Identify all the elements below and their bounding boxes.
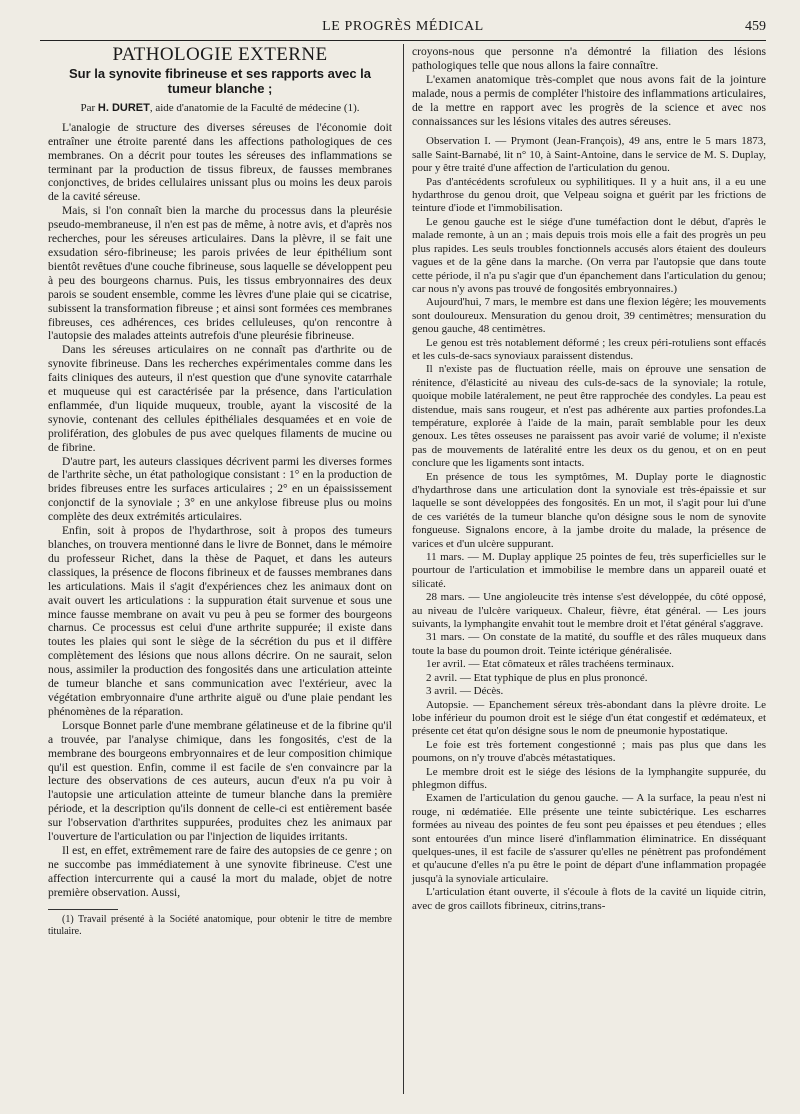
paragraph: Lorsque Bonnet parle d'une membrane gélatineuse et de la fibrine qu'il a trouvée, par l'analyse chimique, dans les fongosités, c'est de la membrane des bourgeons embryonnaires et de leur composition chimique qu'il est question. Enfin, comme il est facile de s'en convaincre par la lecture des observations de ces auteurs, aucun d'eux n'a pu voir à l'autopsie une articulation atteinte de tumeur blanche dans la première période, et la description qu'ils donnent de celle-ci est entièrement basée sur l'observation d'arthrites suppurées, produites chez les animaux par l'ouverture de l'articulation ou par l'injection de liquides irritants. (48, 719, 392, 844)
byline-prefix: Par (80, 101, 98, 114)
paragraph: L'analogie de structure des diverses séreuses de l'économie doit entraîner une étroite parenté dans les affections pathologiques de ces membranes. On a décrit pour toutes les séreuses des inflammations se terminant par la production de tissus fibreux, de fausses membranes conjonctives, de brides cellulaires unissant plus ou moins les deux parois de la cavité séreuse. (48, 121, 392, 204)
section-heading: PATHOLOGIE EXTERNE (112, 44, 328, 65)
observation-paragraph: Autopsie. — Epanchement séreux très-abondant dans la plèvre droite. Le lobe inférieur du poumon droit est le siége d'un état congestif et œdémateux, et présente cet état qu'on désigne sous le nom de pneumonie hypostatique. (412, 698, 766, 738)
paragraph: Mais, si l'on connaît bien la marche du processus dans la pleurésie pseudo-membraneuse, il n'en est pas de même, à notre avis, et d'après nos recherches, pour les séreuses articulaires. Dans la plèvre, il se fait une exsudation séro-fibrineuse; les parois privées de leur épithélium sont bientôt revêtues d'une couche fibrineuse, sous laquelle se développent peu à peu des bourgeons charnus. Puis, les tissus embryonnaires des deux parois se soudent ensemble, comme les lèvres d'une plaie qui se cicatrise, subissent la transformation fibreuse ; et ainsi sont formées ces membranes fibreuses, ces adhérences, ces brides celluleuses, qu'on rencontre à l'autopsie des malades atteints autrefois d'une pleurésie fibrineuse. (48, 205, 392, 343)
observation-paragraph: Le genou gauche est le siége d'une tuméfaction dont le début, d'après le malade remonte, à un an ; mais depuis trois mois elle a fait des progrès un peu plus rapides. Les seuls troubles fonctionnels accusés alors étaient des douleurs vagues et de la gêne dans la marche. (On verra par l'autopsie que dans toute cette période, il n'a pu s'agir que d'un épanchement dans l'articulation du genou; car nous n'y avons pas trouvé de fongosités embryonnaires.) (412, 215, 766, 295)
observation-paragraph: En présence de tous les symptômes, M. Duplay porte le diagnostic d'hydarthrose dans une articulation dont la synoviale est très-épaissie et sur laquelle se sont développées des fongosités. En un mot, il s'agit pour lui d'une de ces variétés de la tumeur blanche qu'on désigne sous le nom de synovite fongueuse. Signalons encore, à la jambe droite du malade, la présence de varices et d'un ulcère suppurant. (412, 470, 766, 550)
observation-paragraph: 31 mars. — On constate de la matité, du souffle et des râles muqueux dans toute la base du poumon droit. Teinte ictérique généralisée. (412, 631, 766, 657)
page-number: 459 (745, 19, 766, 34)
running-header (40, 18, 766, 41)
observation-paragraph: 28 mars. — Une angioleucite très intense s'est développée, du côté opposé, au niveau de l'ulcère variqueux. Chaleur, fièvre, état général. — Les jours suivants, la lymphangite envahit tout le membre droit et l'état général s'aggrave. (412, 591, 766, 631)
left-column (48, 46, 392, 938)
paragraph: Il est, en effet, extrêmement rare de faire des autopsies de ce genre ; on ne succombe pas immédiatement à une synovite fibrineuse. C'est une affection intercurrente qui a causé la mort du malade, objet de notre première observation. Aussi, (48, 844, 392, 899)
column-divider (403, 44, 404, 1094)
paragraph: D'autre part, les auteurs classiques décrivent parmi les diverses formes de l'arthrite sèche, un état pathologique consistant : 1° en la production de brides fibreuses entre les surfaces articulaires ; 2° en un épaississement conjonctif de la synoviale ; 3° en une ankylose fibreuse plus ou moins complète des deux extrémités articulaires. (48, 455, 392, 524)
observation-paragraph: Pas d'antécédents scrofuleux ou syphilitiques. Il y a huit ans, il a eu une hydarthrose du genou droit, que Velpeau soigna et guérit par les frictions de teinture d'iode et l'immobilisation. (412, 175, 766, 215)
author-name: H. DURET (97, 101, 150, 114)
observation-paragraph: 3 avril. — Décès. (426, 685, 504, 698)
observation-paragraph: 1er avril. — Etat cômateux et râles trachéens terminaux. (426, 658, 675, 671)
footnote: (1) Travail présenté à la Société anatomique, pour obtenir le titre de membre titulaire. (48, 913, 392, 937)
observation-paragraph: Examen de l'articulation du genou gauche. — A la surface, la peau n'est ni rouge, ni œdématiée. Elle présente une teinte subictérique. Les escharres formées au niveau des pointes de feu sont peu épaisses et peu étendues ; elles sont entourées d'un mince liseré d'inflammation éliminatrice. En disséquant quelques-unes, il est facile de s'assurer qu'elles ne pénètrent pas profondément et qu'aucune d'elles n'a pu être le point de départ d'une inflammation propagée jusqu'à la synoviale articulaire. (412, 792, 766, 885)
article-title: Sur la synovite fibrineuse et ses rapports avec la tumeur blanche ; (68, 65, 371, 96)
observation-paragraph: 2 avril. — Etat typhique de plus en plus prononcé. (426, 671, 648, 684)
journal-title: LE PROGRÈS MÉDICAL (322, 19, 484, 34)
observation-paragraph: Il n'existe pas de fluctuation réelle, mais on éprouve une sensation de rénitence, d'élasticité au niveau des culs-de-sacs de la synoviale; la rotule, quoique mobile latéralement, ne peut être rapprochée des condyles. La peau est distendue, mais sans rougeur, et n'est pas adhérente aux parties profondes.La température, explorée à l'aide de la main, paraît semblable pour les deux genoux. Les têtes osseuses ne paraissent pas avoir varié de volume; il n'existe pas de mouvements de latéralité entre les deux os du genou, et on en peut conclure que les ligaments sont intacts. (412, 363, 766, 470)
footnote-rule (48, 909, 118, 910)
observation-paragraph: Le membre droit est le siége des lésions de la lymphangite suppurée, du phlegmon diffus. (412, 765, 766, 791)
paragraph: croyons-nous que personne n'a démontré la filiation des lésions pathologiques telle que nous allons la faire connaître. (412, 46, 766, 72)
author-affiliation: , aide d'anatomie de la Faculté de médecine (1). (149, 101, 360, 114)
paragraph: L'examen anatomique très-complet que nous avons fait de la jointure malade, nous a permis de compléter l'histoire des inflammations articulaires, de la mettre en rapport avec les progrès de la science et avec nos connaissances sur les lésions vitales des autres séreuses. (412, 73, 766, 128)
paragraph: Dans les séreuses articulaires on ne connaît pas d'arthrite ou de synovite fibrineuse. Dans les recherches expérimentales comme dans les faits cliniques des auteurs, il n'est question que d'une synovite catarrhale et muqueuse qui est caractérisée par la présence, dans l'articulation enflammée, d'un liquide muqueux, trouble, ayant la viscosité de la synovie, contenant des cellules épithéliales desquamées et en voie de prolifération, des globules de pus avec quelques filaments de mucine ou de fibrine. (48, 344, 392, 454)
observation-block (412, 135, 766, 913)
observation-paragraph: 11 mars. — M. Duplay applique 25 pointes de feu, très superficielles sur le pourtour de l'articulation et immobilise le membre dans un appareil ouaté et silicaté. (412, 551, 766, 590)
observation-paragraph: Observation I. — Prymont (Jean-François), 49 ans, entre le 5 mars 1873, salle Saint-Barnabé, lit n° 10, à Saint-Antoine, dans le service de M. S. Duplay, pour y être traité d'une affection de l'articulation du genou. (412, 135, 766, 175)
right-column (412, 46, 766, 913)
byline (48, 102, 392, 116)
paragraph: Enfin, soit à propos de l'hydarthrose, soit à propos des tumeurs blanches, on trouvera mentionné dans le livre de Bonnet, dans le mémoire du professeur Richet, dans la thèse de Paquet, et dans les auteurs classiques, la présence de flocons fibrineux et de fausses membranes dans les articulations. Mais il s'agit d'expériences chez les animaux dont on avait ouvert les articulations : la suppuration était survenue et sous une mince fausse membrane on avait vu peu à peu se former des bourgeons charnus. Ce processus est celui d'une arthrite suppurée; il existe dans toutes les plaies qui sont le siège de la sécrétion du pus et il diffère complètement des lésions que nous allons décrire. On ne saurait, selon nous, assimiler la production des fongosités dans une articulation atteinte de tumeur blanche et sans communication avec l'extérieur, avec la végétation embryonnaire d'une arthrite aiguë ou d'une plaie pendant les phénomènes de la réparation. (48, 525, 392, 718)
observation-paragraph: Le genou est très notablement déformé ; les creux péri-rotuliens sont effacés et les culs-de-sacs synoviaux paraissent distendus. (412, 336, 766, 362)
observation-paragraph: Le foie est très fortement congestionné ; mais pas plus que dans les poumons, on n'y trouve d'abcès métastatiques. (412, 738, 766, 765)
observation-paragraph: L'articulation étant ouverte, il s'écoule à flots de la cavité un liquide citrin, avec de gros caillots fibrineux, citrins,trans- (412, 886, 766, 912)
observation-paragraph: Aujourd'hui, 7 mars, le membre est dans une flexion légère; les mouvements sont douloureux. Mensuration du genou droit, 39 centimètres; mensuration du genou gauche, 48 centimètres. (412, 296, 766, 336)
